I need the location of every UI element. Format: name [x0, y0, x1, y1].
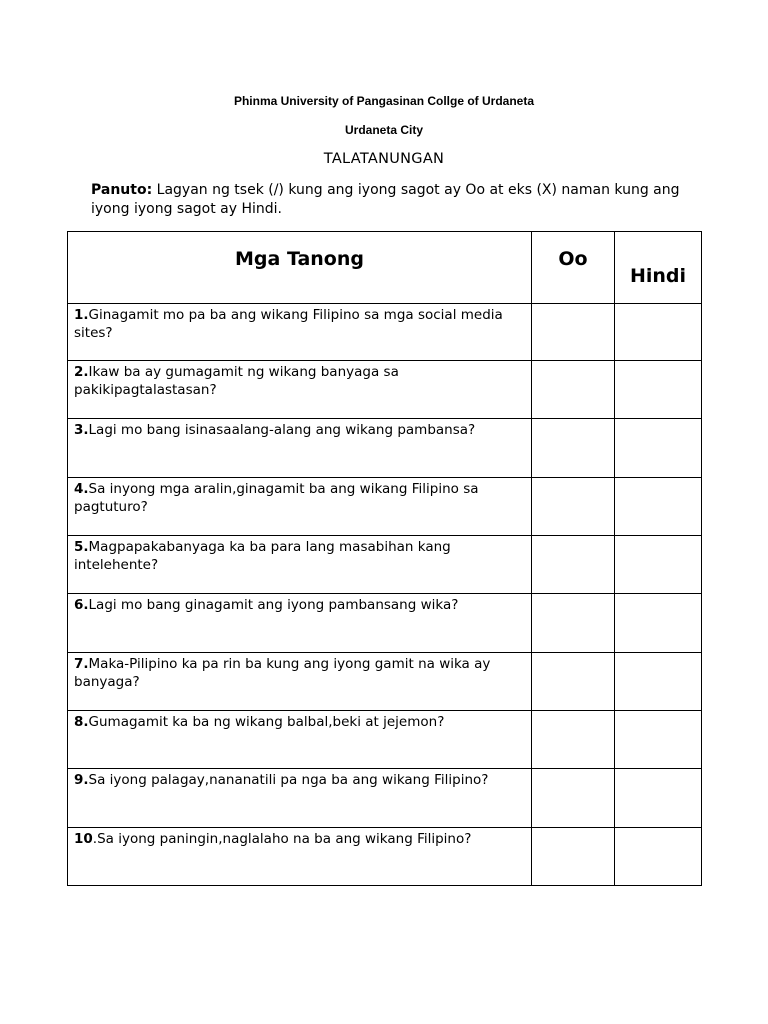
question-number: 5. — [74, 539, 89, 555]
question-number: 4. — [74, 481, 89, 497]
question-number: 3. — [74, 422, 89, 438]
answer-yes-cell[interactable] — [532, 711, 615, 769]
questionnaire-table — [67, 231, 702, 886]
question-number: 7. — [74, 656, 89, 672]
answer-yes-cell[interactable] — [532, 594, 615, 653]
question-text: Lagi mo bang isinasaalang-alang ang wikang pambansa? — [88, 422, 476, 438]
question-text: Lagi mo bang ginagamit ang iyong pambansang wika? — [88, 597, 459, 613]
question-number: 6. — [74, 597, 89, 613]
question-text: Ginagamit mo pa ba ang wikang Filipino sa mga social media sites? — [74, 307, 503, 341]
table-row — [68, 536, 702, 594]
table-row — [68, 304, 702, 361]
answer-yes-cell[interactable] — [532, 536, 615, 594]
question-cell — [68, 828, 532, 886]
table-row — [68, 653, 702, 711]
answer-yes-cell[interactable] — [532, 828, 615, 886]
table-row — [68, 711, 702, 769]
question-number: 10 — [74, 831, 93, 847]
yes-header-label: Oo — [558, 248, 588, 270]
table-row — [68, 769, 702, 828]
question-text: Gumagamit ka ba ng wikang balbal,beki at jejemon? — [88, 714, 445, 730]
question-rows — [68, 304, 702, 886]
question-text: Maka-Pilipino ka pa rin ba kung ang iyong gamit na wika ay banyaga? — [74, 656, 491, 690]
answer-no-cell[interactable] — [615, 653, 702, 711]
table-row — [68, 419, 702, 478]
answer-no-cell[interactable] — [615, 828, 702, 886]
instructions-text: Lagyan ng tsek (/) kung ang iyong sagot ay Oo at eks (X) naman kung ang iyong iyong sagot ay Hindi. — [91, 182, 680, 217]
answer-no-cell[interactable] — [615, 304, 702, 361]
question-number: 9. — [74, 772, 89, 788]
table-row — [68, 828, 702, 886]
instructions — [91, 181, 691, 219]
answer-no-cell[interactable] — [615, 419, 702, 478]
no-header — [615, 232, 702, 304]
question-cell — [68, 304, 532, 361]
table-row — [68, 361, 702, 419]
answer-no-cell[interactable] — [615, 594, 702, 653]
answer-no-cell[interactable] — [615, 536, 702, 594]
answer-no-cell[interactable] — [615, 478, 702, 536]
answer-yes-cell[interactable] — [532, 478, 615, 536]
table-row — [68, 594, 702, 653]
questions-header — [68, 232, 532, 304]
question-number: 1. — [74, 307, 89, 323]
question-cell — [68, 536, 532, 594]
document-title: TALATANUNGAN — [323, 151, 445, 167]
question-text: Sa inyong mga aralin,ginagamit ba ang wikang Filipino sa pagtuturo? — [74, 481, 479, 515]
table-row — [68, 478, 702, 536]
institution-name: Phinma University of Pangasinan Collge of Urdaneta — [233, 94, 535, 108]
questions-header-label: Mga Tanong — [235, 248, 364, 270]
question-cell — [68, 594, 532, 653]
city-name: Urdaneta City — [344, 123, 424, 137]
question-cell — [68, 769, 532, 828]
question-number: 8. — [74, 714, 89, 730]
answer-no-cell[interactable] — [615, 361, 702, 419]
question-cell — [68, 361, 532, 419]
question-number: 2. — [74, 364, 89, 380]
no-header-label: Hindi — [629, 265, 687, 287]
question-cell — [68, 419, 532, 478]
answer-yes-cell[interactable] — [532, 361, 615, 419]
question-text: .Sa iyong paningin,naglalaho na ba ang wikang Filipino? — [92, 831, 472, 847]
table-header-row — [68, 232, 702, 304]
question-cell — [68, 711, 532, 769]
answer-no-cell[interactable] — [615, 769, 702, 828]
instructions-lead: Panuto: — [91, 182, 153, 198]
answer-yes-cell[interactable] — [532, 304, 615, 361]
question-text: Magpapakabanyaga ka ba para lang masabihan kang intelehente? — [74, 539, 451, 573]
question-text: Ikaw ba ay gumagamit ng wikang banyaga sa pakikipagtalastasan? — [74, 364, 399, 398]
question-cell — [68, 653, 532, 711]
answer-yes-cell[interactable] — [532, 419, 615, 478]
question-text: Sa iyong palagay,nananatili pa nga ba ang wikang Filipino? — [88, 772, 489, 788]
answer-no-cell[interactable] — [615, 711, 702, 769]
answer-yes-cell[interactable] — [532, 653, 615, 711]
yes-header — [532, 232, 615, 304]
answer-yes-cell[interactable] — [532, 769, 615, 828]
question-cell — [68, 478, 532, 536]
